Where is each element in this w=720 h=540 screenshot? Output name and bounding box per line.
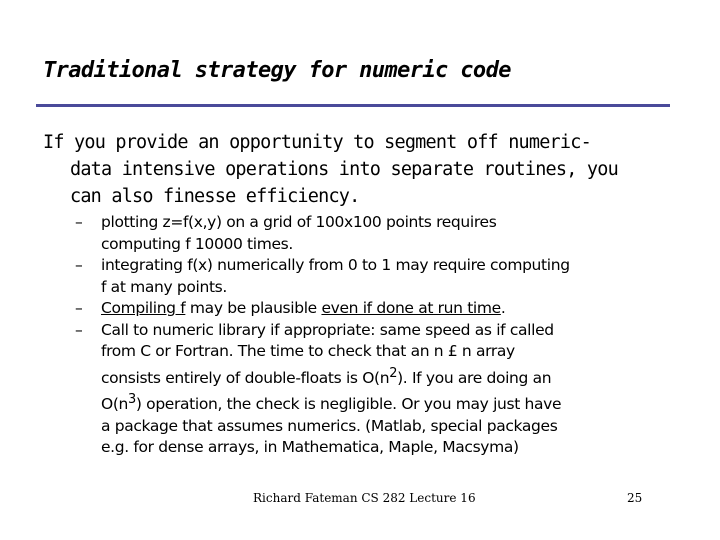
superscript: 3 [128,392,136,408]
bullet-list [75,212,695,459]
intro-paragraph [43,129,693,210]
bullet-line [101,389,695,416]
bullet-text: ). If you are doing an [397,368,552,387]
intro-line: If you provide an opportunity to segment off numeric- [43,132,591,153]
bullet-text: may be plausible [185,299,322,317]
bullet-line: e.g. for dense arrays, in Mathematica, Maple, Macsyma) [101,438,519,457]
underlined-phrase: even if done at run time [321,299,501,317]
bullet-line: f at many points. [101,277,227,296]
bullet-text: ) operation, the check is negligible. Or you may just have [135,395,562,414]
footer-credit: Richard Fateman CS 282 Lecture 16 [253,491,476,505]
bullet-item-numeric-library [75,320,695,459]
bullet-line [101,298,695,320]
intro-line: can also finesse efficiency. [70,186,360,207]
intro-line: data intensive operations into separate routines, you [70,159,618,180]
bullet-text: O(n [101,395,129,414]
slide-title: Traditional strategy for numeric code [43,58,511,83]
title-underline-rule [36,104,670,107]
bullet-line: computing f 10000 times. [101,234,293,253]
bullet-line: from C or Fortran. The time to check that an n £ n array [101,342,515,360]
bullet-item-compiling [75,298,695,320]
bullet-line: plotting z=f(x,y) on a grid of 100x100 points requires [101,213,497,231]
bullet-line: Call to numeric library if appropriate: same speed as if called [101,320,554,339]
superscript: 2 [389,365,398,381]
bullet-dash: – [75,256,83,274]
bullet-line: integrating f(x) numerically from 0 to 1 may require computing [101,256,570,274]
bullet-line: a package that assumes numerics. (Matlab, special packages [101,416,558,435]
bullet-line [101,363,695,390]
bullet-dash: – [75,320,83,339]
bullet-dash: – [75,213,83,231]
bullet-item-plotting [75,212,695,255]
bullet-dash: – [75,299,83,317]
underlined-phrase: Compiling f [101,299,186,317]
bullet-item-integrating [75,255,695,298]
page-number: 25 [627,491,643,505]
bullet-text: consists entirely of double-floats is O(n [101,368,390,387]
bullet-text: . [500,299,506,317]
